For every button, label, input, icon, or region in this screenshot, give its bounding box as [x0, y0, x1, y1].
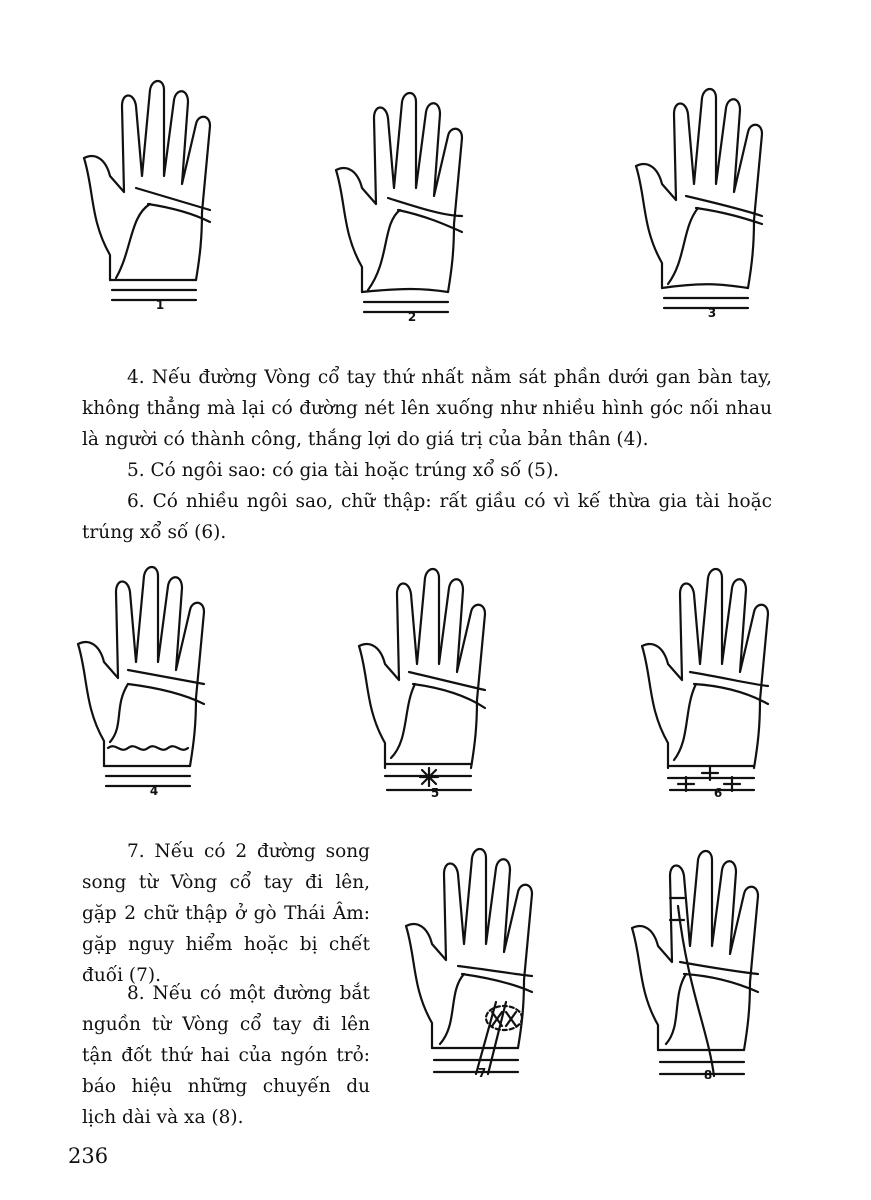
paragraph-5-text: 5. Có ngôi sao: có gia tài hoặc trúng xổ số (5).	[127, 460, 560, 481]
hand-figure-7	[392, 848, 572, 1078]
hand-drawing-6	[628, 568, 808, 798]
paragraph-8-text: 8. Nếu có một đường bắt nguồn từ Vòng cổ tay đi lên tận đốt thứ hai của ngón trỏ: báo hiệu những chuyến du lịch dài và xa (8).	[82, 983, 370, 1128]
paragraph-8	[82, 978, 370, 1133]
figure-number: 7	[477, 1066, 487, 1080]
figure-number: 5	[430, 786, 440, 800]
figure-number: 3	[707, 306, 717, 320]
paragraph-7-text: 7. Nếu có 2 đường song song từ Vòng cổ tay đi lên, gặp 2 chữ thập ở gò Thái Âm: gặp nguy hiểm hoặc bị chết đuối (7).	[82, 841, 370, 986]
hand-figure-6	[628, 568, 808, 798]
hand-drawing-8	[618, 850, 798, 1080]
star-mark	[420, 768, 438, 786]
hand-figure-3	[622, 88, 802, 318]
hand-drawing-3	[622, 88, 802, 318]
paragraph-4-text: 4. Nếu đường Vòng cổ tay thứ nhất nằm sát phần dưới gan bàn tay, không thẳng mà lại có đường nét lên xuống như nhiều hình góc nối nhau là người có thành công, thắng lợi do giá trị của bản thân (4).	[82, 367, 772, 450]
figure-number: 8	[703, 1068, 713, 1082]
figure-number: 4	[149, 784, 159, 798]
hand-drawing-1	[70, 80, 250, 310]
paragraph-6	[82, 486, 772, 548]
hand-drawing-2	[322, 92, 502, 322]
paragraph-6-text: 6. Có nhiều ngôi sao, chữ thập: rất giầu có vì kế thừa gia tài hoặc trúng xổ số (6).	[82, 491, 772, 543]
hand-drawing-4	[64, 566, 244, 796]
paragraph-5	[82, 455, 772, 486]
paragraph-7	[82, 836, 370, 991]
hand-figure-8	[618, 850, 798, 1080]
figure-number: 2	[407, 310, 417, 324]
paragraph-4	[82, 362, 772, 455]
page-number: 236	[68, 1144, 109, 1168]
hand-figure-2	[322, 92, 502, 322]
hand-drawing-7	[392, 848, 572, 1078]
figure-number: 1	[155, 298, 165, 312]
hand-figure-1	[70, 80, 250, 310]
hand-figure-5	[345, 568, 525, 798]
figure-number: 6	[713, 786, 723, 800]
hand-figure-4	[64, 566, 244, 796]
hand-drawing-5	[345, 568, 525, 798]
